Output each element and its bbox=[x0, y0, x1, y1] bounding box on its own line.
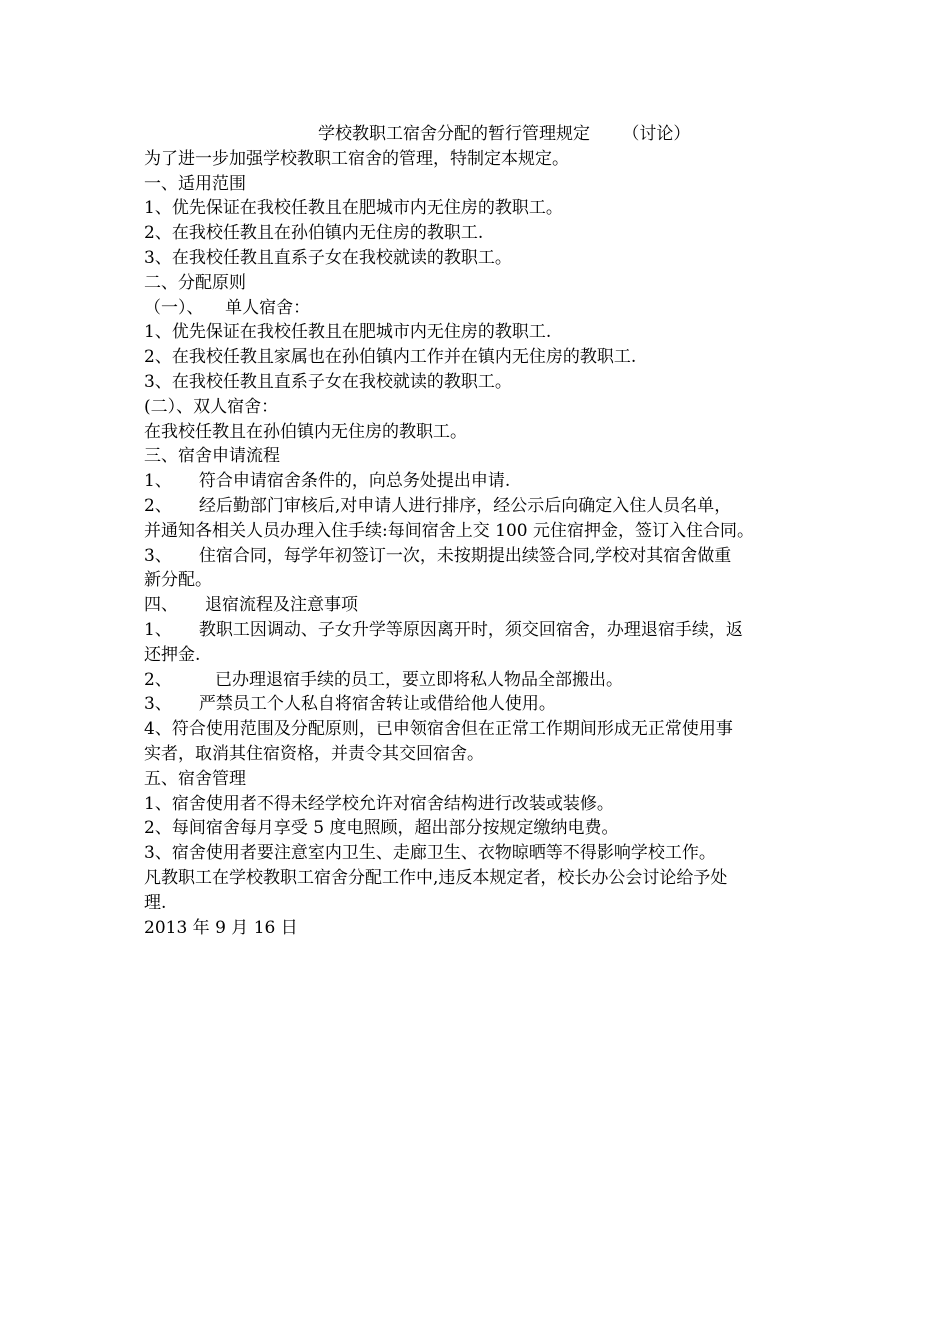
section-heading-application: 三、宿舍申请流程 bbox=[144, 446, 280, 467]
application-item-3: 3、 住宿合同，每学年初签订一次，未按期提出续签合同,学校对其宿舍做重 bbox=[144, 545, 732, 566]
intro-line: 为了进一步加强学校教职工宿舍的管理，特制定本规定。 bbox=[144, 148, 569, 169]
checkout-item-4: 4、符合使用范围及分配原则，已申领宿舍但在正常工作期间形成无正常使用事 bbox=[144, 719, 733, 740]
single-room-item-1: 1、优先保证在我校任教且在肥城市内无住房的教职工. bbox=[144, 322, 552, 343]
document-date: 2013 年 9 月 16 日 bbox=[144, 917, 298, 938]
closing-statement-cont: 理. bbox=[144, 892, 167, 913]
scope-item-1: 1、优先保证在我校任教且在肥城市内无住房的教职工。 bbox=[144, 198, 563, 219]
management-item-2: 2、每间宿舍每月享受 5 度电照顾，超出部分按规定缴纳电费。 bbox=[144, 818, 619, 839]
management-item-1: 1、宿舍使用者不得未经学校允许对宿舍结构进行改装或装修。 bbox=[144, 793, 614, 814]
section-heading-management: 五、宿舍管理 bbox=[144, 768, 246, 789]
application-item-2: 2、 经后勤部门审核后,对申请人进行排序，经公示后向确定入住人员名单， bbox=[144, 495, 732, 516]
application-item-3-cont: 新分配。 bbox=[144, 570, 212, 591]
single-room-item-2: 2、在我校任教且家属也在孙伯镇内工作并在镇内无住房的教职工. bbox=[144, 347, 637, 368]
double-room-item: 在我校任教且在孙伯镇内无住房的教职工。 bbox=[144, 421, 467, 442]
checkout-item-1: 1、 教职工因调动、子女升学等原因离开时，须交回宿舍，办理退宿手续，返 bbox=[144, 619, 743, 640]
checkout-item-3: 3、 严禁员工个人私自将宿舍转让或借给他人使用。 bbox=[144, 694, 556, 715]
scope-item-2: 2、在我校任教且在孙伯镇内无住房的教职工. bbox=[144, 223, 484, 244]
section-heading-principles: 二、分配原则 bbox=[144, 272, 246, 293]
management-item-3: 3、宿舍使用者要注意室内卫生、走廊卫生、衣物晾晒等不得影响学校工作。 bbox=[144, 843, 716, 864]
closing-statement: 凡教职工在学校教职工宿舍分配工作中,违反本规定者，校长办公会讨论给予处 bbox=[144, 867, 728, 888]
subsection-double-room: (二）、双人宿舍： bbox=[144, 396, 279, 417]
application-item-1: 1、 符合申请宿舍条件的，向总务处提出申请. bbox=[144, 471, 511, 492]
checkout-item-4-cont: 实者，取消其住宿资格，并责令其交回宿舍。 bbox=[144, 743, 484, 764]
application-item-2-cont: 并通知各相关人员办理入住手续:每间宿舍上交 100 元住宿押金，签订入住合同。 bbox=[144, 520, 754, 541]
subsection-single-room: （一）、 单人宿舍： bbox=[144, 297, 311, 318]
document-title: 学校教职工宿舍分配的暂行管理规定 （讨论） bbox=[318, 124, 691, 144]
document-body bbox=[144, 122, 814, 940]
checkout-item-2: 2、 已办理退宿手续的员工，要立即将私人物品全部搬出。 bbox=[144, 669, 624, 690]
single-room-item-3: 3、在我校任教且直系子女在我校就读的教职工。 bbox=[144, 371, 512, 392]
section-heading-scope: 一、适用范围 bbox=[144, 173, 246, 194]
section-heading-checkout: 四、 退宿流程及注意事项 bbox=[144, 595, 359, 616]
checkout-item-1-cont: 还押金. bbox=[144, 644, 201, 665]
scope-item-3: 3、在我校任教且直系子女在我校就读的教职工。 bbox=[144, 247, 512, 268]
